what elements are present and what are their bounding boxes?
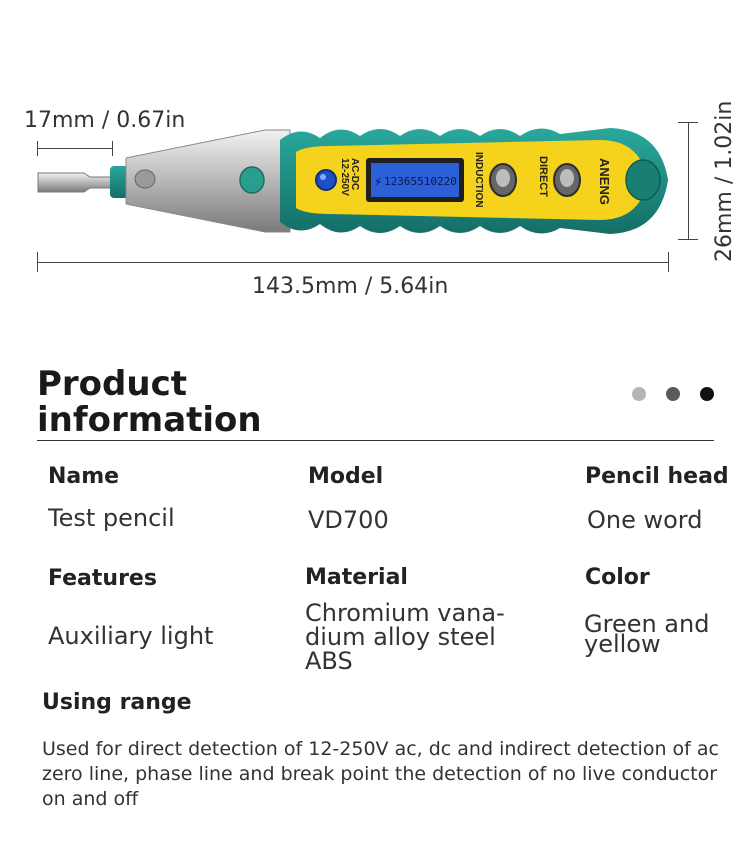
using-range-label: Using range [42, 690, 192, 715]
pencil-head-value: One word [587, 506, 703, 534]
features-value: Auxiliary light [48, 622, 214, 650]
direct-label: DIRECT [537, 156, 549, 197]
color-line-1: Green and [584, 610, 710, 638]
material-line-3: ABS [305, 647, 353, 675]
current-type-text: AC-DC [349, 158, 360, 191]
title-line-2: information [37, 400, 262, 440]
material-label: Material [305, 565, 408, 590]
material-line-1: Chromium vana- [305, 599, 505, 627]
pager-dots [632, 387, 714, 401]
color-label: Color [585, 565, 650, 590]
color-value [584, 610, 710, 658]
section-title [37, 366, 262, 438]
voltage-range-text: 12-250V [339, 158, 350, 196]
color-line-2: yellow [584, 630, 661, 658]
test-pencil-illustration [0, 100, 680, 260]
brand-logo-text: ANENG [597, 158, 612, 205]
pager-dot-2[interactable] [666, 387, 680, 401]
title-line-1: Product [37, 364, 187, 404]
total-length-label: 143.5mm / 5.64in [252, 274, 449, 299]
lcd-readout-text: 12365510220 [384, 175, 457, 188]
height-label: 26mm / 1.02in [712, 100, 737, 262]
using-range-description: Used for direct detection of 12-250V ac, dc and indirect detection of ac zero line, phase line and break point the detection of no live conductor on and off [42, 738, 719, 810]
pager-dot-3[interactable] [700, 387, 714, 401]
material-value [305, 601, 505, 673]
pager-dot-1[interactable] [632, 387, 646, 401]
pencil-head-label: Pencil head [585, 464, 729, 489]
name-label: Name [48, 464, 120, 489]
induction-label: INDUCTION [473, 152, 484, 208]
features-label: Features [48, 566, 157, 591]
tip-width-label: 17mm / 0.67in [24, 108, 186, 133]
material-line-2: dium alloy steel [305, 623, 496, 651]
lightning-icon: ⚡ [374, 175, 383, 189]
name-value: Test pencil [48, 504, 175, 532]
model-label: Model [308, 464, 384, 489]
model-value: VD700 [308, 506, 389, 534]
section-divider [37, 440, 714, 441]
